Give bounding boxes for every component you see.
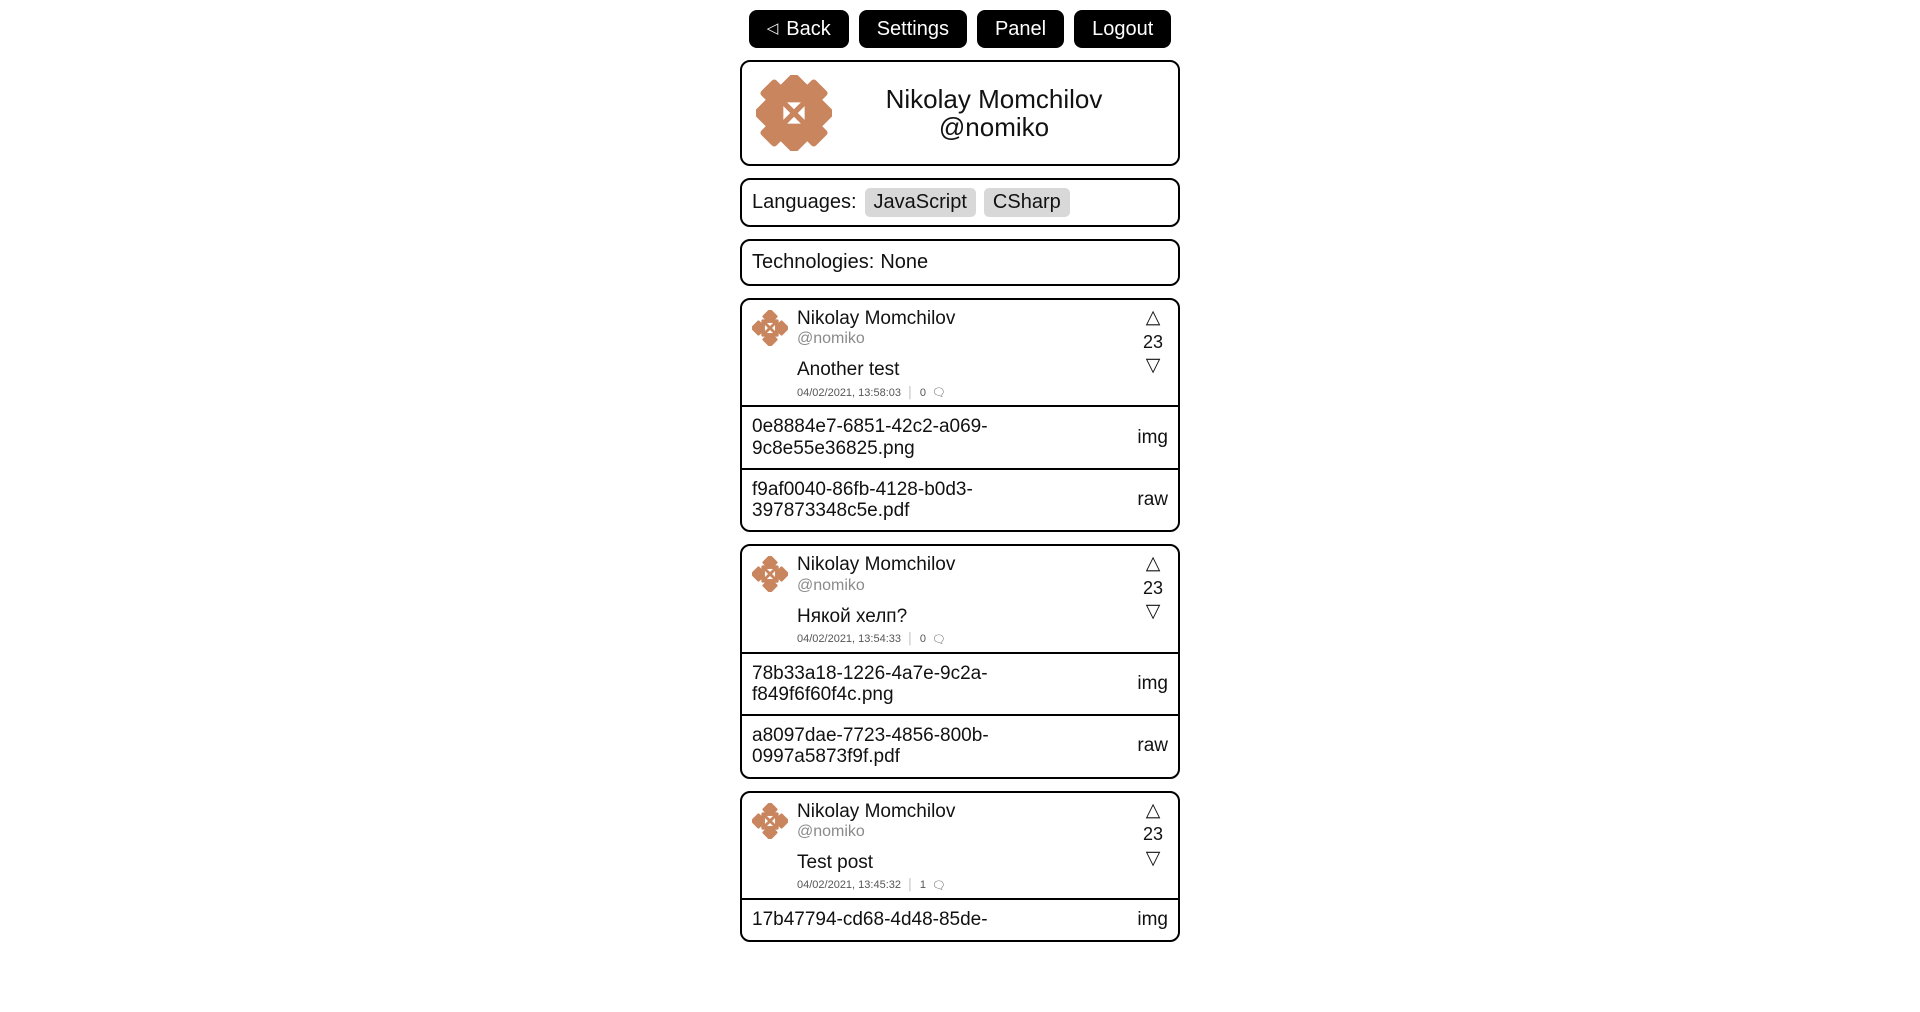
left-triangle-icon: ◁ [766, 19, 779, 37]
vote-score: 23 [1142, 331, 1164, 352]
meta-divider: │ [906, 633, 914, 646]
post-text: Test post [797, 851, 874, 873]
vote-score: 23 [1142, 578, 1164, 599]
meta-divider: │ [906, 879, 914, 892]
languages-label: Languages: [752, 191, 857, 213]
triangle-down-icon[interactable]: ▽ [1145, 355, 1161, 377]
post-header [742, 300, 1178, 405]
post-meta [797, 633, 1126, 646]
post-content [788, 554, 1168, 645]
attachment-type: img [1137, 908, 1168, 930]
technologies-value: None [880, 251, 929, 273]
post-author: Nikolay Momchilov [797, 554, 956, 576]
post-text: Another test [797, 359, 900, 381]
post-date: 04/02/2021, 13:54:33 [797, 633, 901, 646]
settings-button[interactable] [859, 10, 967, 48]
triangle-up-icon[interactable]: △ [1145, 307, 1161, 328]
top-navigation [0, 10, 1920, 48]
attachment-row[interactable] [742, 468, 1178, 531]
avatar [756, 75, 832, 151]
post-meta [797, 879, 1126, 892]
languages-card [740, 178, 1180, 227]
profile-handle: @nomiko [938, 112, 1050, 142]
settings-button-label: Settings [876, 18, 949, 40]
triangle-down-icon[interactable]: ▽ [1145, 601, 1161, 623]
technologies-card [740, 239, 1180, 286]
attachment-row[interactable] [742, 405, 1178, 468]
post-handle: @nomiko [797, 330, 865, 348]
attachment-row[interactable] [742, 898, 1178, 940]
logout-button-label: Logout [1092, 18, 1154, 40]
triangle-down-icon[interactable]: ▽ [1145, 847, 1161, 869]
post-handle: @nomiko [797, 576, 865, 594]
language-chip: JavaScript [865, 188, 976, 217]
profile-card [740, 60, 1180, 166]
post-meta [797, 386, 1126, 399]
attachment-name: a8097dae-7723-4856-800b-0997a5873f9f.pdf [752, 725, 989, 768]
panel-button-label: Panel [994, 18, 1047, 40]
main-column [740, 55, 1180, 954]
post-text: Някой хелп? [797, 605, 908, 627]
attachment-type: raw [1137, 735, 1168, 757]
post-date: 04/02/2021, 13:58:03 [797, 386, 901, 399]
comment-icon: 🗨 [931, 387, 946, 400]
attachment-name: 17b47794-cd68-4d48-85de- [752, 909, 988, 931]
comment-icon: 🗨 [931, 633, 946, 646]
avatar [752, 556, 788, 592]
profile-names [846, 85, 1164, 141]
post-date: 04/02/2021, 13:45:32 [797, 879, 901, 892]
avatar [752, 803, 788, 839]
post-header [742, 793, 1178, 898]
post-card[interactable] [740, 298, 1180, 532]
post-author: Nikolay Momchilov [797, 800, 956, 822]
post-author: Nikolay Momchilov [797, 308, 956, 329]
vote-control [1138, 799, 1168, 871]
post-handle: @nomiko [797, 822, 865, 840]
attachment-name: 0e8884e7-6851-42c2-a069-9c8e55e36825.png [752, 416, 988, 459]
back-button[interactable] [749, 10, 849, 48]
back-button-label: Back [786, 18, 831, 40]
attachment-name: f9af0040-86fb-4128-b0d3-397873348c5e.pdf [752, 478, 973, 522]
post-content [788, 801, 1168, 892]
profile-name: Nikolay Momchilov [885, 83, 1103, 114]
post-header [742, 546, 1178, 651]
attachment-name: 78b33a18-1226-4a7e-9c2a-f849f6f60f4c.png [752, 662, 988, 705]
attachment-type: img [1137, 672, 1168, 694]
post-comment-count: 0 [919, 386, 926, 399]
comment-icon: 🗨 [931, 879, 946, 892]
attachment-row[interactable] [742, 714, 1178, 777]
attachment-row[interactable] [742, 652, 1178, 715]
post-comment-count: 1 [919, 879, 926, 892]
language-chip: CSharp [984, 188, 1070, 217]
post-card[interactable] [740, 544, 1180, 778]
vote-control [1138, 306, 1168, 378]
triangle-up-icon[interactable]: △ [1145, 553, 1161, 575]
triangle-up-icon[interactable]: △ [1145, 799, 1161, 821]
logout-button[interactable] [1074, 10, 1171, 48]
post-comment-count: 0 [919, 633, 926, 646]
attachment-type: raw [1137, 489, 1168, 511]
attachment-type: img [1137, 426, 1168, 448]
post-content [788, 308, 1168, 399]
post-card[interactable] [740, 791, 1180, 942]
vote-control [1138, 552, 1168, 624]
technologies-label: Technologies: [752, 251, 875, 273]
meta-divider: │ [906, 386, 914, 399]
vote-score: 23 [1142, 824, 1164, 845]
panel-button[interactable] [977, 10, 1064, 48]
avatar [752, 310, 788, 346]
